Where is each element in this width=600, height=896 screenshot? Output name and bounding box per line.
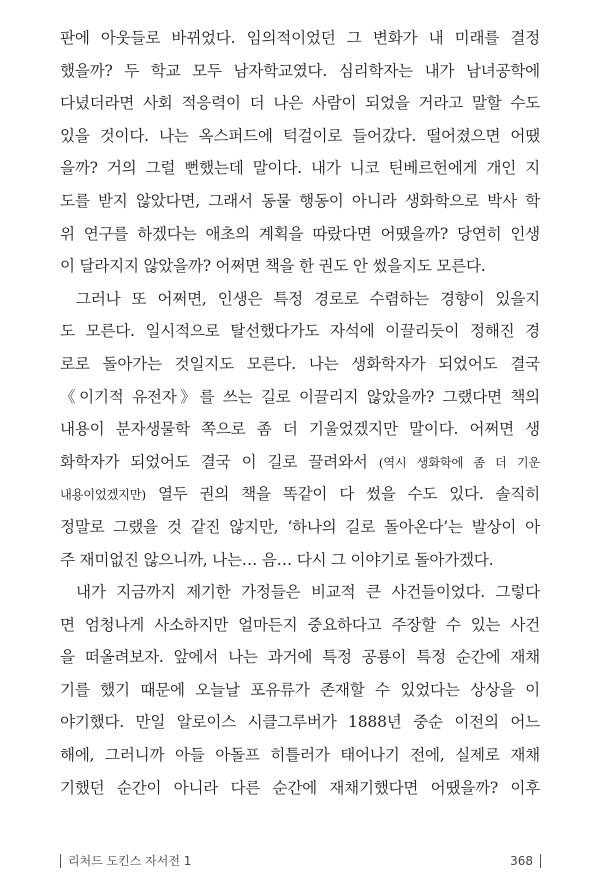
body-text <box>60 22 540 804</box>
parenthetical-note: (역시 생화학에 좀 더 기운 <box>378 455 540 470</box>
footer-divider <box>60 854 61 868</box>
text-line: 을까? 거의 그럴 뻔했는데 말이다. 내가 니코 틴베르헌에게 개인 지 <box>60 159 540 178</box>
text-line: 그러나 또 어쩌면, 인생은 특정 경로로 수렴하는 경향이 있을지 <box>76 289 540 308</box>
text-line: 내용이 분자생물학 쪽으로 좀 더 기울었겠지만 말이다. 어쩌면 생 <box>60 420 540 439</box>
text-line: 기했던 순간이 아니라 다른 순간에 재채기했다면 어땠을까? 이후 <box>60 778 540 797</box>
text-line: 주 재미없진 않으니까, 나는… 음… 다시 그 이야기로 돌아가겠다. <box>60 550 494 569</box>
text-segment: 화학자가 되었어도 결국 이 길로 끌려와서 <box>60 452 379 471</box>
text-line: 다녔더라면 사회 적응력이 더 나은 사람이 되었을 거라고 말할 수도 <box>60 94 540 113</box>
text-line <box>60 478 540 511</box>
text-line: 면 엄청나게 사소하지만 얼마든지 중요하다고 주장할 수 있는 사건 <box>60 615 540 634</box>
text-line: 기를 했기 때문에 오늘날 포유류가 존재할 수 있었다는 상상을 이 <box>60 680 540 699</box>
text-line: 판에 아웃들로 바뀌었다. 임의적이었던 그 변화가 내 미래를 결정 <box>60 29 540 47</box>
text-line: 이 달라지지 않았을까? 어쩌면 책을 한 권도 안 썼을지도 모른다. <box>60 257 486 276</box>
text-line: 내가 지금까지 제기한 가정들은 비교적 큰 사건들이었다. 그렇다 <box>76 583 540 602</box>
text-segment: 열두 권의 책을 똑같이 다 썼을 수도 있다. 솔직히 <box>145 485 540 504</box>
text-line: 로로 돌아가는 것일지도 모른다. 나는 생화학자가 되었어도 결국 <box>60 354 540 373</box>
text-line <box>60 446 540 479</box>
footer-divider <box>540 854 541 868</box>
text-line: 을 떠올려보자. 앞에서 나는 과거에 특정 공룡이 특정 순간에 재채 <box>60 648 540 667</box>
text-line: 야기했다. 만일 알로이스 시클그루버가 1888년 중순 이전의 어느 <box>60 713 540 732</box>
page-number: 368 <box>510 854 533 868</box>
text-line: 있을 것이다. 나는 옥스퍼드에 턱걸이로 들어갔다. 떨어졌으면 어땠 <box>60 126 540 145</box>
text-line: 위 연구를 하겠다는 애초의 계획을 따랐다면 어땠을까? 당연히 인생 <box>60 224 540 243</box>
text-line: 도를 받지 않았다면, 그래서 동물 행동이 아니라 생화학으로 박사 학 <box>60 191 540 210</box>
page-footer <box>0 850 600 876</box>
parenthetical-note: 내용이었겠지만) <box>60 488 146 503</box>
text-line: 정말로 그랬을 것 같진 않지만, ‘하나의 길로 돌아온다’는 발상이 아 <box>60 517 540 536</box>
text-line: 해에, 그러니까 아들 아돌프 히틀러가 태어나기 전에, 실제로 재채 <box>60 746 540 765</box>
text-line: 했을까? 두 학교 모두 남자학교였다. 심리학자는 내가 남녀공학에 <box>60 61 540 80</box>
text-line: 도 모른다. 일시적으로 탈선했다가도 자석에 이끌리듯이 정해진 경 <box>60 322 540 341</box>
running-title: 리처드 도킨스 자서전 1 <box>68 854 192 868</box>
text-line: 《이기적 유전자》를 쓰는 길로 이끌리지 않았을까? 그랬다면 책의 <box>60 387 540 406</box>
